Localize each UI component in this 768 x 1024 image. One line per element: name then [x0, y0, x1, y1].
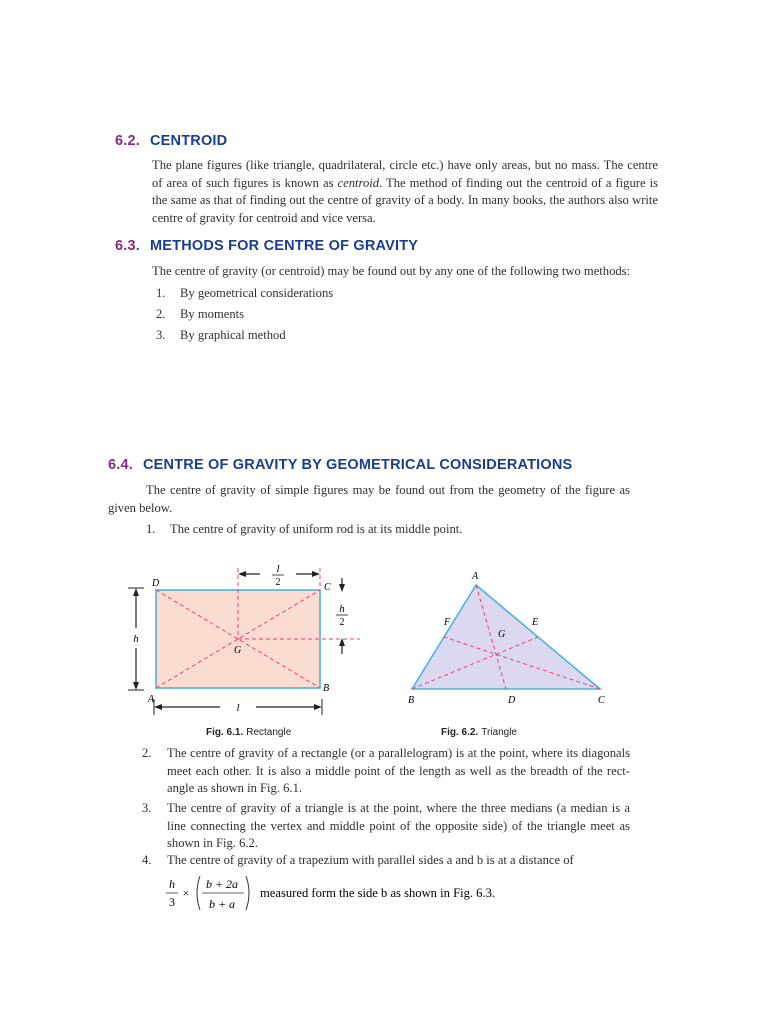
section-title: CENTROID	[150, 133, 228, 149]
caption-text: Triangle	[481, 727, 517, 738]
centroid-label-g: G	[234, 645, 242, 656]
vertex-label-d: D	[152, 578, 160, 589]
list-item-trapezium	[142, 852, 630, 870]
arrowhead	[238, 571, 246, 577]
section-number: 6.2.	[115, 133, 140, 149]
arrowhead	[314, 704, 322, 710]
vertex-label-c: C	[324, 582, 331, 593]
vertex-label-a: A	[472, 571, 479, 582]
list-item-rectangle	[142, 745, 630, 798]
formula-three: 3	[169, 895, 175, 909]
list-number: 4.	[142, 853, 152, 867]
arrowhead	[154, 704, 162, 710]
list-text: The centre of gravity of a trapezium with parallel sides a and b is at a distance of	[167, 853, 574, 867]
caption-text: Rectangle	[246, 727, 292, 738]
half-l-numerator: l	[276, 563, 280, 575]
list-text: By moments	[180, 307, 245, 321]
formula-times: ×	[182, 886, 190, 900]
section-number: 6.3.	[115, 238, 140, 254]
section-heading-6-4	[108, 457, 572, 473]
list-number: 1.	[156, 286, 166, 300]
para-emphasis: centroid	[337, 175, 380, 190]
centroid-paragraph	[152, 157, 658, 227]
formula-tail-text: measured form the side b as shown in Fig. 6.3.	[260, 886, 496, 900]
section-title: METHODS FOR CENTRE OF GRAVITY	[150, 238, 419, 254]
list-number: 1.	[146, 522, 156, 536]
triangle-shape	[412, 585, 600, 689]
caption-number: Fig. 6.1.	[206, 727, 244, 738]
para-text: . The method of finding out the centroid of a figure is the same as that of finding out the centre of gravity of a body. In many books, the authors also write centre of gravity for centroid and vice versa.	[152, 175, 658, 225]
rectangle-figure	[120, 560, 370, 720]
section-title: CENTRE OF GRAVITY BY GEOMETRICAL CONSIDERATIONS	[143, 457, 573, 473]
caption-number: Fig. 6.2.	[441, 727, 479, 738]
right-paren	[246, 876, 249, 910]
formula-numerator: b + 2a	[205, 877, 239, 891]
list-number: 3.	[142, 801, 152, 815]
arrowhead	[312, 571, 320, 577]
list-item-triangle	[142, 800, 630, 853]
list-item	[156, 306, 244, 324]
list-item	[156, 285, 333, 303]
vertex-label-b: B	[408, 695, 415, 706]
vertex-label-b: B	[323, 683, 330, 694]
midpoint-label-e: E	[532, 617, 539, 628]
section-number: 6.4.	[108, 457, 133, 473]
methods-intro: The centre of gravity (or centroid) may be found out by any one of the following two methods:	[152, 264, 631, 278]
triangle-figure	[400, 565, 620, 710]
list-text: The centre of gravity of uniform rod is at its middle point.	[170, 522, 463, 536]
section-heading-6-2	[115, 133, 227, 149]
left-paren	[197, 876, 200, 910]
figure-caption-6-1	[206, 727, 291, 738]
centroid-label-g: G	[498, 629, 506, 640]
arrowhead	[133, 682, 139, 690]
formula-h: h	[169, 877, 175, 891]
trapezium-formula	[164, 872, 514, 916]
section-heading-6-3	[115, 238, 418, 254]
para-text: The plane figures (like triangle, quadrilateral, circle etc.) have only areas, but no mass. The centre of area of such figures is known as	[152, 158, 658, 190]
midpoint-label-d: D	[508, 695, 516, 706]
half-h-denominator: 2	[339, 617, 345, 628]
arrowhead	[339, 584, 345, 592]
list-text: The centre of gravity of a rectangle (or a parallelogram) is at the point, where its diagonals meet each other. It is also a middle point of the length as well as the breadth of the rect-angle as shown in Fig. 6.1.	[167, 746, 630, 795]
vertex-label-a: A	[148, 694, 155, 705]
list-item	[156, 327, 286, 345]
half-l-denominator: 2	[275, 577, 281, 588]
vertex-label-c: C	[598, 695, 605, 706]
h-label: h	[133, 633, 139, 645]
half-h-numerator: h	[339, 603, 345, 615]
arrowhead	[133, 588, 139, 596]
list-number: 2.	[142, 746, 152, 760]
list-number: 3.	[156, 328, 166, 342]
midpoint-label-f: F	[444, 617, 451, 628]
geometry-intro: The centre of gravity of simple figures may be found out from the geometry of the figure as given below.	[108, 483, 630, 515]
l-label: l	[236, 702, 240, 714]
figure-caption-6-2	[441, 727, 517, 738]
list-text: By geometrical considerations	[180, 286, 334, 300]
list-text: By graphical method	[180, 328, 286, 342]
list-text: The centre of gravity of a triangle is at the point, where the three medians (a median is a line connecting the vertex and middle point of the opposite side) of the triangle meet as shown in Fig. 6.2.	[167, 801, 630, 850]
list-number: 2.	[156, 307, 166, 321]
list-item-rod	[146, 521, 462, 539]
formula-denominator: b + a	[208, 897, 236, 911]
